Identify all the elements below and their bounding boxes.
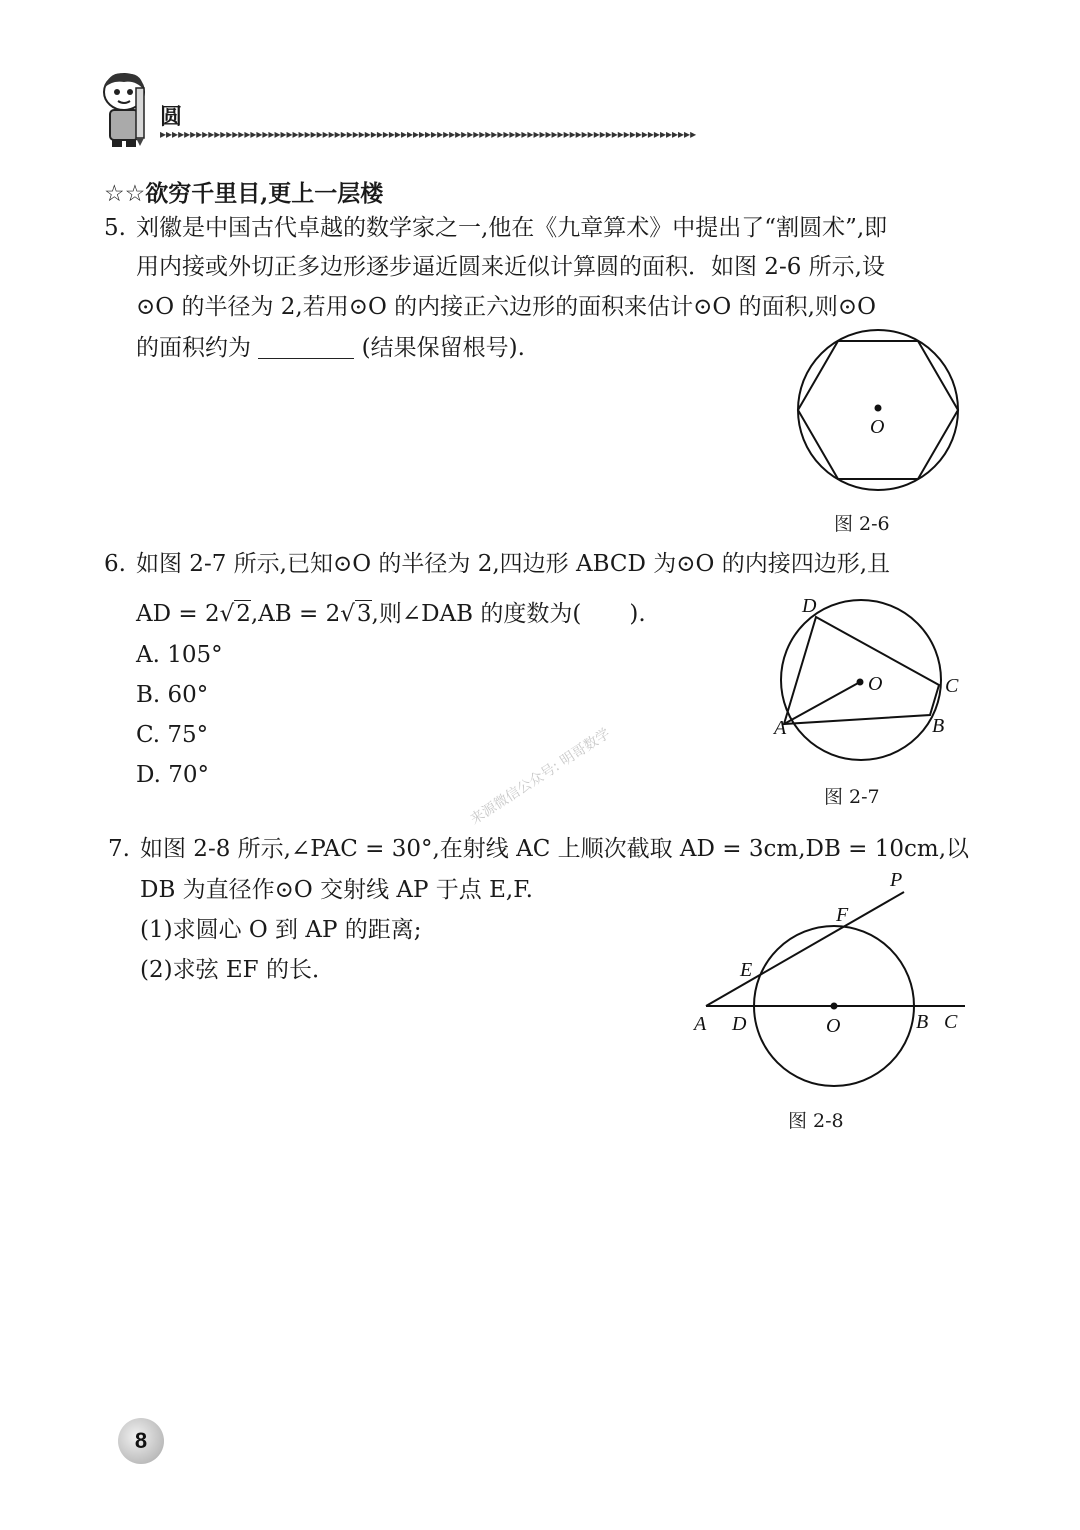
q6-ad-pre: AD = 2	[136, 601, 220, 627]
fig28-label-P: P	[890, 869, 903, 891]
header-divider: ▸▸▸▸▸▸▸▸▸▸▸▸▸▸▸▸▸▸▸▸▸▸▸▸▸▸▸▸▸▸▸▸▸▸▸▸▸▸▸▸▸▸▸▸▸▸▸▸▸▸▸▸▸▸▸▸▸▸▸▸▸▸▸▸▸▸▸▸▸▸▸▸▸▸▸▸▸▸▸▸▸▸▸▸▸▸▸▸▸	[160, 127, 697, 141]
fig28-center-dot	[831, 1003, 838, 1010]
section-title: 欲穷千里目,更上一层楼	[145, 180, 384, 207]
page-number-badge	[118, 1418, 164, 1464]
q5-line1: 刘徽是中国古代卓越的数学家之一,他在《九章算术》中提出了“割圆术”,即	[136, 215, 888, 241]
figure-2-8	[690, 868, 980, 1088]
q6-ab-root: 3	[356, 601, 372, 627]
q5-answer-blank[interactable]	[258, 336, 354, 359]
q7-sub2: (2)求弦 EF 的长．	[140, 957, 335, 983]
q5-line4	[136, 336, 525, 360]
fig28-label-E: E	[740, 959, 753, 981]
section-heading	[104, 175, 383, 208]
q6-option-a[interactable]: A. 105°	[136, 642, 223, 668]
fig27-center-dot	[857, 679, 864, 686]
fig28-label-O: O	[826, 1015, 841, 1037]
q6-ab-pre: ,AB = 2	[250, 601, 341, 627]
fig26-center-dot	[875, 405, 882, 412]
q6-line2: AD = 2√2,AB = 2√3,则∠DAB 的度数为( ).	[136, 601, 646, 627]
watermark: 来源微信公众号: 明哥数学	[467, 725, 614, 828]
fig26-caption: 图 2-6	[834, 513, 890, 535]
fig27-label-B: B	[932, 715, 945, 737]
fig28-ray-AP	[706, 892, 904, 1006]
q5-number: 5.	[104, 215, 126, 241]
q7-number: 7.	[108, 836, 130, 862]
fig28-label-F: F	[836, 904, 849, 926]
fig27-caption: 图 2-7	[824, 786, 880, 808]
fig27-label-A: A	[774, 717, 787, 739]
page-number: 8	[134, 1428, 148, 1453]
fig27-quadrilateral	[784, 617, 939, 724]
fig28-label-B: B	[916, 1011, 929, 1033]
fig28-label-D: D	[732, 1013, 747, 1035]
q7-line2: DB 为直径作⊙O 交射线 AP 于点 E,F.	[140, 877, 533, 903]
q6-option-b[interactable]: B. 60°	[136, 682, 209, 708]
fig27-label-D: D	[802, 595, 817, 617]
q7-line1: 如图 2-8 所示,∠PAC = 30°,在射线 AC 上顺次截取 AD = 3cm,DB = 10cm,以	[140, 836, 970, 862]
fig28-label-C: C	[944, 1011, 958, 1033]
fig27-label-C: C	[945, 675, 959, 697]
q6-number: 6.	[104, 551, 126, 577]
q6-option-d[interactable]: D. 70°	[136, 762, 210, 788]
fig26-label-O: O	[870, 416, 885, 438]
q6-line2-close: ).	[629, 601, 646, 627]
q6-option-c[interactable]: C. 75°	[136, 722, 209, 748]
q6-ad-root: 2	[236, 601, 251, 627]
q6-line1: 如图 2-7 所示,已知⊙O 的半径为 2,四边形 ABCD 为⊙O 的内接四边形,且	[136, 551, 891, 577]
q5-line4-pre: 的面积约为	[136, 335, 251, 361]
q5-line4-post: (结果保留根号).	[361, 335, 525, 361]
q5-line2: 用内接或外切正多边形逐步逼近圆来近似计算圆的面积．如图 2-6 所示,设	[136, 254, 885, 280]
section-stars: ☆☆	[104, 181, 146, 207]
q5-line3: ⊙O 的半径为 2,若用⊙O 的内接正六边形的面积来估计⊙O 的面积,则⊙O	[136, 294, 877, 320]
q6-line2-post: ,则∠DAB 的度数为(	[371, 601, 582, 627]
figure-2-6	[790, 322, 970, 502]
figure-2-7	[770, 590, 970, 770]
header-title: 圆	[160, 104, 183, 130]
fig27-label-O: O	[868, 673, 883, 695]
header-mascot-icon	[96, 70, 154, 148]
fig28-label-A: A	[694, 1013, 707, 1035]
fig28-caption: 图 2-8	[788, 1110, 844, 1132]
q7-sub1: (1)求圆心 O 到 AP 的距离;	[140, 917, 422, 943]
